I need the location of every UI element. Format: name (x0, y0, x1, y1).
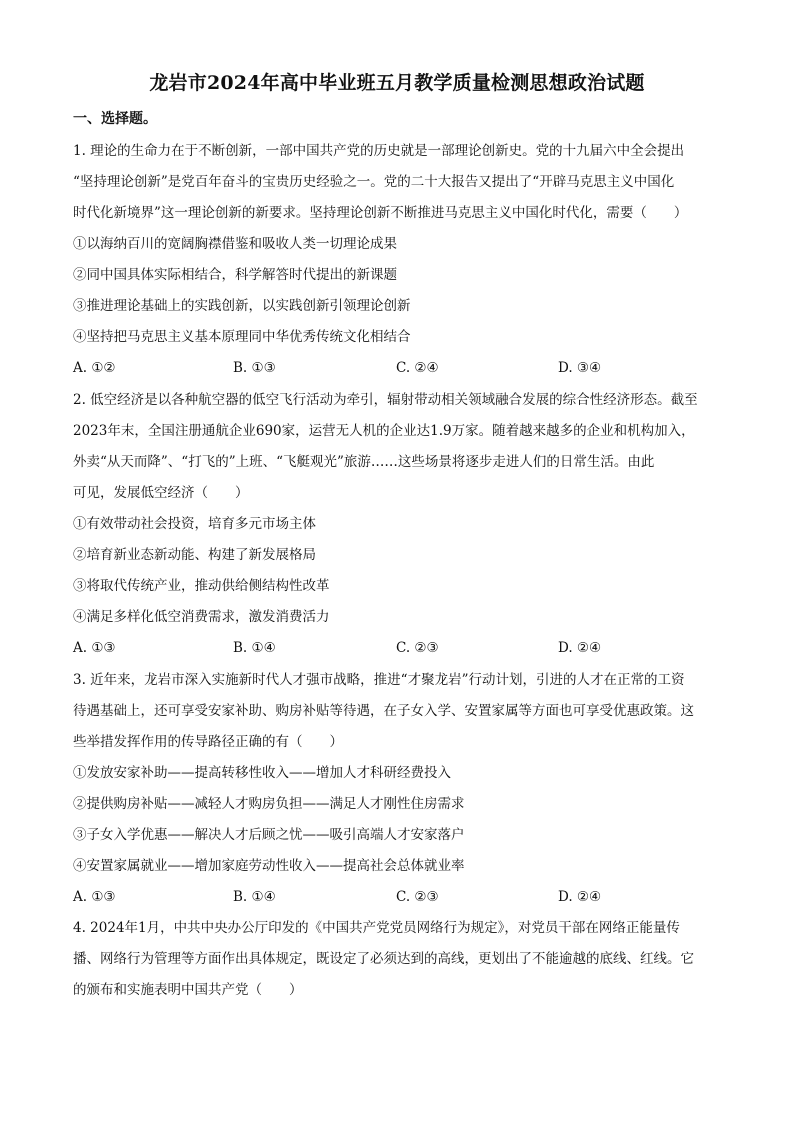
question-1-statement: ②同中国具体实际相结合，科学解答时代提出的新课题 (73, 267, 397, 283)
question-3-stem-line: 待遇基础上，还可享受安家补助、购房补贴等待遇，在子女入学、安置家属等方面也可享受优惠政策。这 (73, 703, 694, 719)
question-4-stem-line: 的颁布和实施表明中国共产党（ ） (73, 982, 303, 998)
question-3-options (73, 887, 723, 907)
question-3-stem-line: 3. 近年来，龙岩市深入实施新时代人才强市战略，推进“才聚龙岩”行动计划，引进的人才在正常的工资 (73, 672, 685, 688)
question-3-statement: ④安置家属就业——增加家庭劳动性收入——提高社会总体就业率 (73, 858, 465, 874)
option-c: C. ②③ (396, 889, 439, 905)
question-2-statement: ②培育新业态新动能、构建了新发展格局 (73, 547, 316, 563)
option-b: B. ①③ (233, 360, 276, 376)
question-1-statement: ④坚持把马克思主义基本原理同中华优秀传统文化相结合 (73, 329, 411, 345)
question-2-stem-line: 2023年末，全国注册通航企业690家，运营无人机的企业达1.9万家。随着越来越多的企业和机构加入， (73, 423, 695, 439)
question-1-statement: ③推进理论基础上的实践创新，以实践创新引领理论创新 (73, 298, 411, 314)
question-2-statement: ④满足多样化低空消费需求，激发消费活力 (73, 609, 330, 625)
question-1-stem-line: 时代化新境界”这一理论创新的新要求。坚持理论创新不断推进马克思主义中国化时代化，需要（ ） (73, 205, 688, 221)
question-2-stem-line: 2. 低空经济是以各种航空器的低空飞行活动为牵引，辐射带动相关领域融合发展的综合性经济形态。截至 (73, 392, 698, 408)
question-3-stem-line: 些举措发挥作用的传导路径正确的有（ ） (73, 734, 343, 750)
exam-title: 龙岩市2024年高中毕业班五月教学质量检测思想政治试题 (149, 72, 645, 94)
question-2-stem-line: 外卖“从天而降”、“打飞的”上班、“飞艇观光”旅游……这些场景将逐步走进人们的日常生活。由此 (73, 454, 655, 470)
question-1-options (73, 358, 723, 378)
option-d: D. ③④ (558, 360, 602, 376)
option-a: A. ①③ (73, 640, 116, 656)
question-3-statement: ③子女入学优惠——解决人才后顾之忧——吸引高端人才安家落户 (73, 827, 465, 843)
question-2-stem-line: 可见，发展低空经济（ ） (73, 485, 249, 501)
question-4-stem-line: 播、网络行为管理等方面作出具体规定，既设定了必须达到的高线，更划出了不能逾越的底线、红线。它 (73, 951, 694, 967)
section-heading: 一、选择题。 (73, 111, 157, 127)
question-3-statement: ②提供购房补贴——减轻人才购房负担——满足人才刚性住房需求 (73, 796, 465, 812)
option-b: B. ①④ (233, 640, 276, 656)
question-1-stem-line: 1. 理论的生命力在于不断创新，一部中国共产党的历史就是一部理论创新史。党的十九届六中全会提出 (73, 143, 685, 159)
option-a: A. ①③ (73, 889, 116, 905)
question-1-statement: ①以海纳百川的宽阔胸襟借鉴和吸收人类一切理论成果 (73, 236, 397, 252)
question-4-stem-line: 4. 2024年1月，中共中央办公厅印发的《中国共产党党员网络行为规定》，对党员干部在网络正能量传 (73, 920, 680, 936)
question-2-statement: ③将取代传统产业，推动供给侧结构性改革 (73, 578, 330, 594)
question-3-statement: ①发放安家补助——提高转移性收入——增加人才科研经费投入 (73, 765, 451, 781)
option-c: C. ②③ (396, 640, 439, 656)
option-d: D. ②④ (558, 889, 602, 905)
question-2-statement: ①有效带动社会投资，培育多元市场主体 (73, 516, 316, 532)
question-1-stem-line: “坚持理论创新”是党百年奋斗的宝贵历史经验之一。党的二十大报告又提出了“开辟马克思主义中国化 (73, 174, 675, 190)
question-2-options (73, 638, 723, 658)
option-c: C. ②④ (396, 360, 439, 376)
option-b: B. ①④ (233, 889, 276, 905)
option-a: A. ①② (73, 360, 116, 376)
option-d: D. ②④ (558, 640, 602, 656)
